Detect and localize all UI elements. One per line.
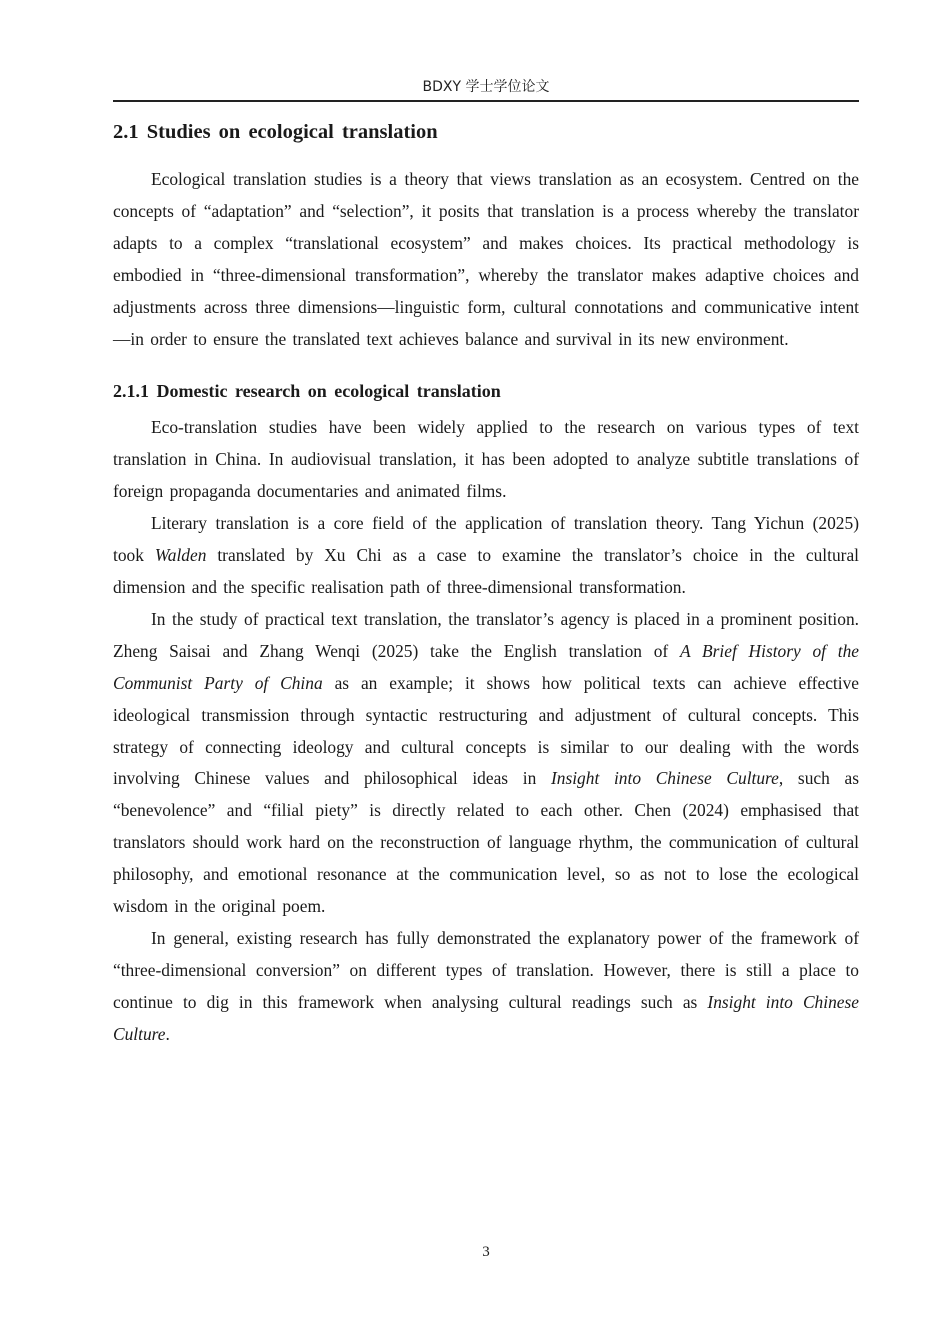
text-run: Ecological translation studies is a theory that views translation as an ecosystem. Centred on the concepts of “adaptation” and “selection”, it posits that translation is a process whereby the translator adapts to a complex “translational ecosystem” and makes choices. Its practical methodology is embodied in “three-dimensional transformation”, whereby the translator makes adaptive choices and adjustments across three dimensions—linguistic form, cultural connotations and communicative intent—in order to ensure the translated text achieves balance and survival in its new environment. (113, 169, 859, 349)
text-run: Eco-translation studies have been widely applied to the research on various types of text translation in China. In audiovisual translation, it has been adopted to analyze subtitle translations of foreign propaganda documentaries and animated films. (113, 417, 859, 502)
text-run: . (165, 1023, 170, 1044)
book-title: Insight into Chinese Culture (550, 768, 779, 789)
text-run: In general, existing research has fully demonstrated the explanatory power of the framework of “three-dimensional conversion” on different types of translation. However, there is still a place to continue to dig in this framework when analysing cultural readings such as (113, 927, 859, 1012)
text-run: , such as “benevolence” and “filial piety” is directly related to each other. Chen (2024) emphasised that translators should work hard on the reconstruction of language rhythm, the communication of cultural philosophy, and emotional resonance at the communication level, so as not to lose the ecological wisdom in the original poem. (113, 768, 859, 917)
header-rule (113, 100, 859, 102)
paragraph (113, 604, 859, 923)
page-header: BDXY 学士学位论文 (422, 79, 550, 95)
paragraph (113, 164, 859, 355)
section-heading: 2.1 Studies on ecological translation (113, 121, 438, 143)
text-run: Literary translation is a core field of the application of translation theory. Tang Yichun (2025) took (113, 513, 859, 566)
page-body (113, 113, 859, 1051)
text-run: In the study of practical text translation, the translator’s agency is placed in a prominent position. Zheng Saisai and Zhang Wenqi (2025) take the English translation of (113, 608, 859, 661)
paragraph (113, 923, 859, 1051)
book-title: Walden (154, 545, 207, 566)
subsection-body (113, 412, 859, 1050)
book-title: Insight into Chinese Culture (113, 991, 859, 1044)
text-run: as an example; it shows how political texts can achieve effective ideological transmission through syntactic restructuring and adjustment of cultural concepts. This strategy of connecting ideology and cultural concepts is similar to our dealing with the words involving Chinese values and philosophical ideas in (113, 672, 859, 789)
text-run: translated by Xu Chi as a case to examine the translator’s choice in the cultural dimension and the specific realisation path of three-dimensional transformation. (113, 545, 859, 597)
page-number: 3 (482, 1244, 490, 1260)
paragraph (113, 508, 859, 604)
paragraph (113, 412, 859, 508)
section-body (113, 164, 859, 355)
book-title: A Brief History of the Communist Party of China (113, 640, 859, 693)
subsection-heading: 2.1.1 Domestic research on ecological translation (113, 381, 501, 402)
